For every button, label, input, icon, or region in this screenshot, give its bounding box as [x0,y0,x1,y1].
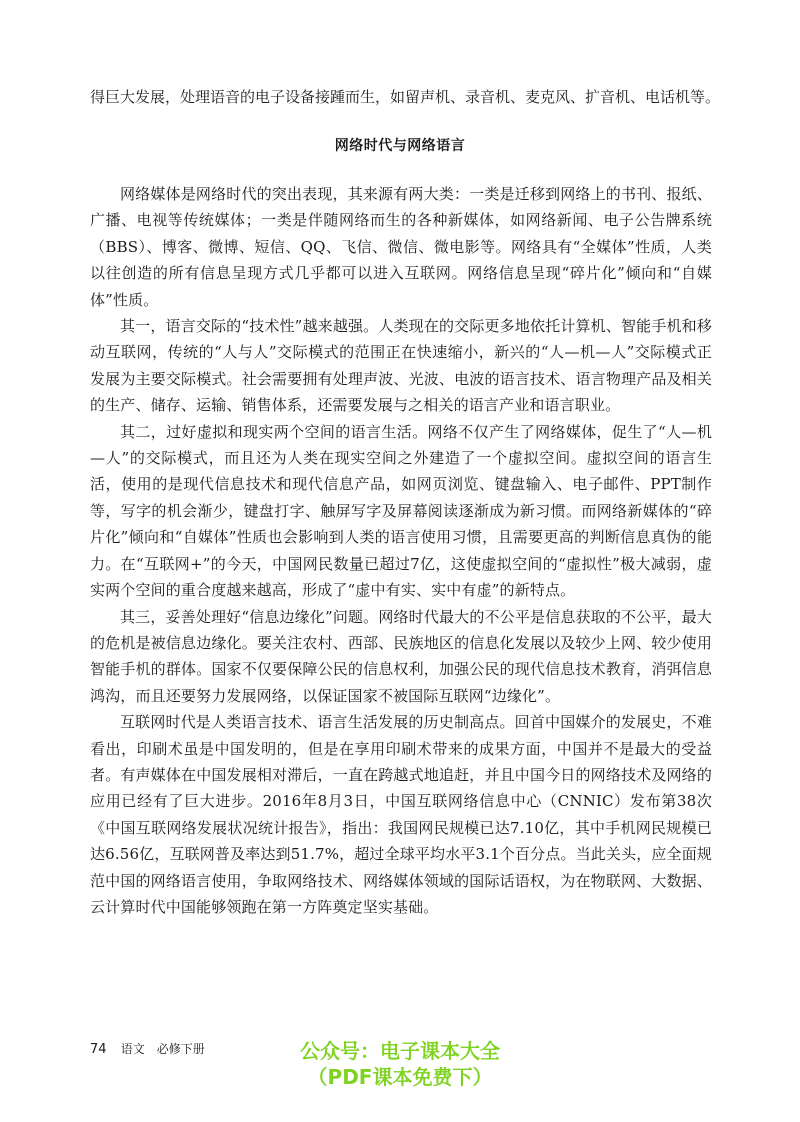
watermark-line-2: （PDF课本免费下） [307,1065,493,1089]
section-title: 网络时代与网络语言 [334,138,466,154]
watermark [240,1038,560,1090]
book-title: 语文 必修下册 [120,1042,205,1056]
page-number: 74 [90,1042,107,1057]
paragraph: 其二，过好虚拟和现实两个空间的语言生活。网络不仅产生了网络媒体，促生了“人—机—人”的交际模式，而且还为人类在现实空间之外建造了一个虚拟空间。虚拟空间的语言生活，使用的是现代信息技术和现代信息产品，如网页浏览、键盘输入、电子邮件、PPT制作等，写字的机会渐少，键盘打字、触屏写字及屏幕阅读逐渐成为新习惯。而网络新媒体的“碎片化”倾向和“自媒体”性质也会影响到人类的语言使用习惯，且需要更高的判断信息真伪的能力。在“互联网+”的今天，中国网民数量已超过7亿，这使虚拟空间的“虚拟性”极大减弱，虚实两个空间的重合度越来越高，形成了“虚中有实、实中有虚”的新特点。 [90,422,712,600]
page-footer [90,1040,205,1059]
body-text [90,181,712,920]
paragraph: 其三，妥善处理好“信息边缘化”问题。网络时代最大的不公平是信息获取的不公平，最大的危机是被信息边缘化。要关注农村、西部、民族地区的信息化发展以及较少上网、较少使用智能手机的群体。国家不仅要保障公民的信息权利，加强公民的现代信息技术教育，消弭信息鸿沟，而且还要努力发展网络，以保证国家不被国际互联网“边缘化”。 [90,607,712,705]
paragraph: 网络媒体是网络时代的突出表现，其来源有两大类：一类是迁移到网络上的书刊、报纸、广播、电视等传统媒体；一类是伴随网络而生的各种新媒体，如网络新闻、电子公告牌系统（BBS）、博客、微博、短信、QQ、飞信、微信、微电影等。网络具有“全媒体”性质，人类以往创造的所有信息呈现方式几乎都可以进入互联网。网络信息呈现“碎片化”倾向和“自媒体”性质。 [90,185,712,309]
paragraph: 其一，语言交际的“技术性”越来越强。人类现在的交际更多地依托计算机、智能手机和移动互联网，传统的“人与人”交际模式的范围正在快速缩小，新兴的“人—机—人”交际模式正发展为主要交际模式。社会需要拥有处理声波、光波、电波的语言技术、语言物理产品及相关的生产、储存、运输、销售体系，还需要发展与之相关的语言产业和语言职业。 [90,317,712,415]
continued-text-line: 得巨大发展，处理语音的电子设备接踵而生，如留声机、录音机、麦克风、扩音机、电话机等。 [90,88,721,106]
paragraph: 互联网时代是人类语言技术、语言生活发展的历史制高点。回首中国媒介的发展史，不难看出，印刷术虽是中国发明的，但是在享用印刷术带来的成果方面，中国并不是最大的受益者。有声媒体在中国发展相对滞后，一直在跨越式地追赶，并且中国今日的网络技术及网络的应用已经有了巨大进步。2016年8月3日，中国互联网络信息中心（CNNIC）发布第38次《中国互联网络发展状况统计报告》，指出：我国网民规模已达7.10亿，其中手机网民规模已达6.56亿，互联网普及率达到51.7%，超过全球平均水平3.1个百分点。当此关头，应全面规范中国的网络语言使用，争取网络技术、网络媒体领域的国际话语权，为在物联网、大数据、云计算时代中国能够领跑在第一方阵奠定坚实基础。 [90,713,712,916]
watermark-line-1: 公众号：电子课本大全 [300,1039,500,1063]
